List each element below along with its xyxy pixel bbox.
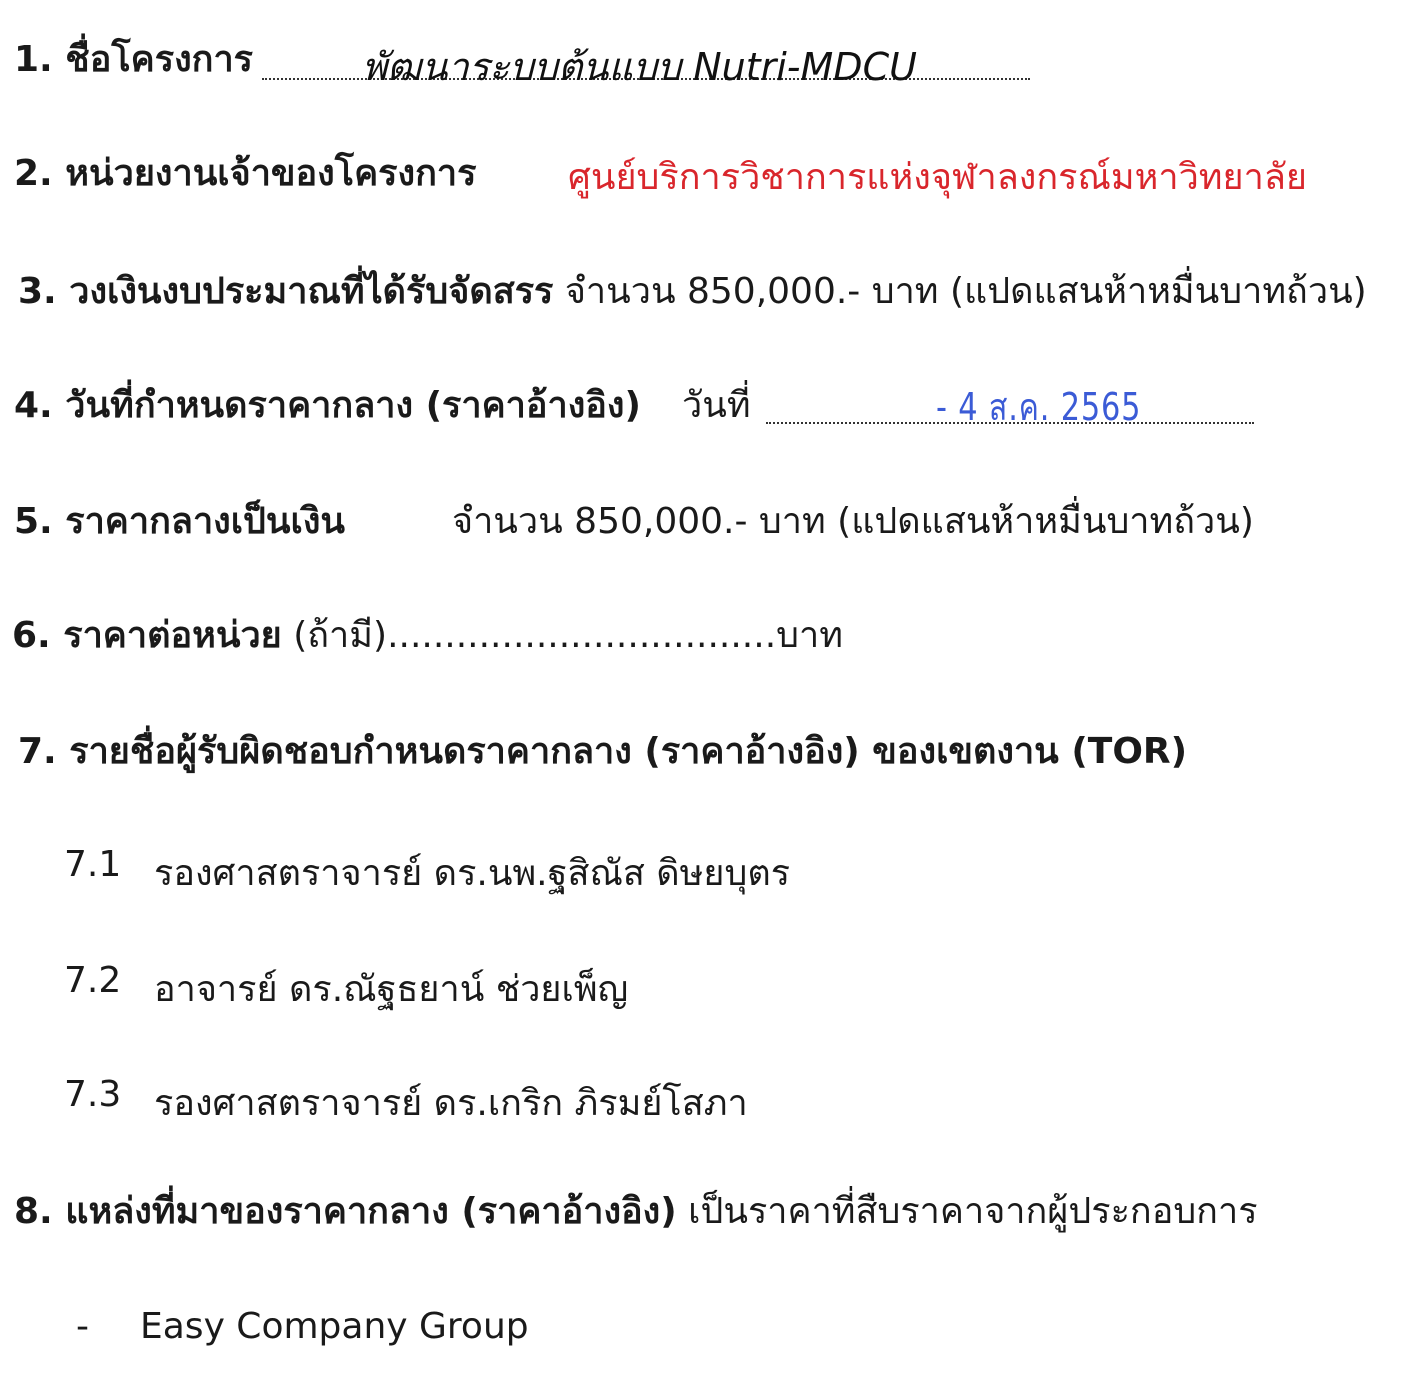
item7-member-num: 7.2 (64, 960, 122, 1001)
item2-value: ศูนย์บริการวิชาการแห่งจุฬาลงกรณ์มหาวิทยาลัย (568, 157, 1307, 198)
item7-member-name: รองศาสตราจารย์ ดร.เกริก ภิรมย์โสภา (154, 1083, 748, 1124)
item4-label: 4. วันที่กำหนดราคากลาง (ราคาอ้างอิง) (14, 385, 641, 426)
item8-row (14, 1190, 1258, 1233)
item6-unit: บาท (776, 615, 843, 656)
item7-member-name: รองศาสตราจารย์ ดร.นพ.ฐสิณัส ดิษยบุตร (154, 853, 791, 894)
item8-source-name: Easy Company Group (140, 1306, 529, 1347)
item7-label: 7. รายชื่อผู้รับผิดชอบกำหนดราคากลาง (ราคาอ้างอิง) ของเขตงาน (TOR) (18, 731, 1188, 772)
item8-source-bullet: - (76, 1306, 89, 1347)
item4-date-prefix: วันที่ (682, 385, 751, 426)
item1-handwritten-value: พัฒนาระบบต้นแบบ Nutri-MDCU (362, 45, 917, 89)
item3-value: จำนวน 850,000.- บาท (แปดแสนห้าหมื่นบาทถ้วน) (564, 271, 1367, 312)
item3-row (18, 270, 1367, 313)
item6-row (12, 614, 843, 657)
item7-member-num: 7.1 (64, 844, 122, 885)
item3-label: 3. วงเงินงบประมาณที่ได้รับจัดสรร (18, 271, 554, 312)
item4-date-stamp: - 4 ส.ค. 2565 (936, 385, 1142, 429)
item7-member-name: อาจารย์ ดร.ณัฐธยาน์ ช่วยเพ็ญ (154, 969, 629, 1010)
item2-label: 2. หน่วยงานเจ้าของโครงการ (14, 153, 477, 194)
item1-label: 1. ชื่อโครงการ (14, 39, 253, 80)
item8-value: เป็นราคาที่สืบราคาจากผู้ประกอบการ (688, 1191, 1258, 1232)
item6-dots: .................................. (387, 615, 777, 656)
item6-label: 6. ราคาต่อหน่วย (12, 615, 282, 656)
item7-member-num: 7.3 (64, 1074, 122, 1115)
item6-note: (ถ้ามี) (293, 615, 388, 656)
item5-label: 5. ราคากลางเป็นเงิน (14, 501, 346, 542)
item5-value: จำนวน 850,000.- บาท (แปดแสนห้าหมื่นบาทถ้วน) (452, 501, 1254, 542)
item8-label: 8. แหล่งที่มาของราคากลาง (ราคาอ้างอิง) (14, 1191, 677, 1232)
